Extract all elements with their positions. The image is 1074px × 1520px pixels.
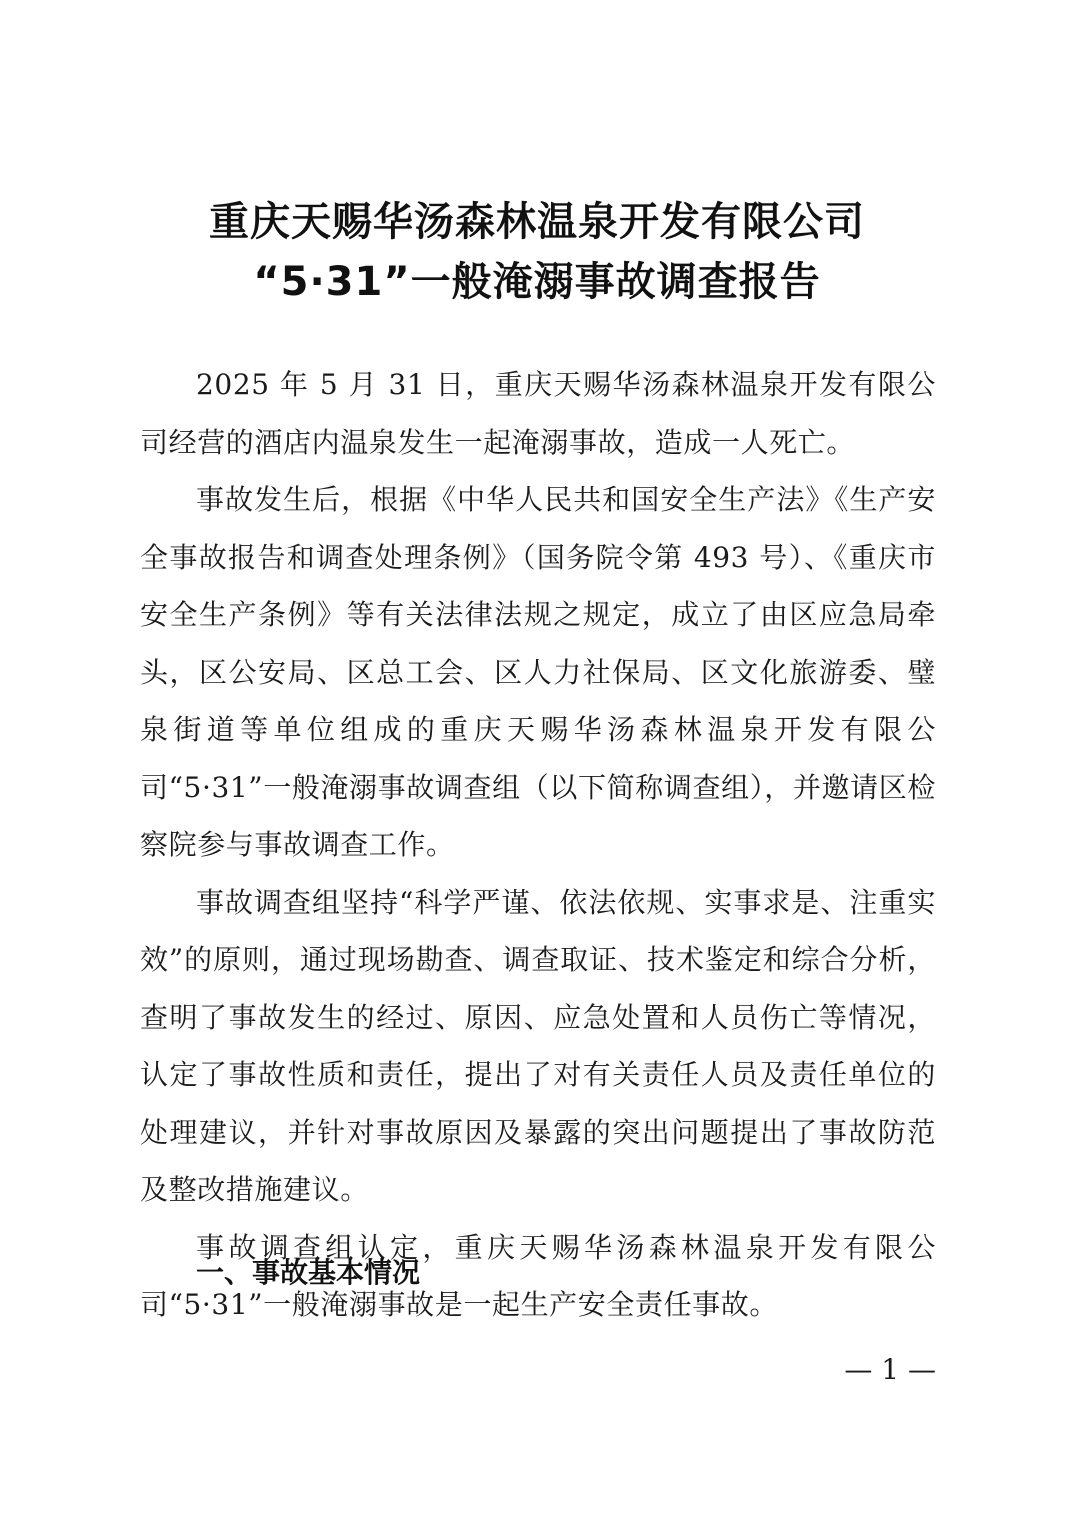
paragraph-2: 事故发生后，根据《中华人民共和国安全生产法》《生产安全事故报告和调查处理条例》（国务院令第 493 号）、《重庆市安全生产条例》等有关法律法规之规定，成立了由区应急局牵头，区公安局、区总工会、区人力社保局、区文化旅游委、璧泉街道等单位组成的重庆天赐华汤森林温泉开发有限公司“5·31”一般淹溺事故调查组（以下简称调查组），并邀请区检察院参与事故调查工作。 [140,483,936,861]
paragraph-1: 2025 年 5 月 31 日，重庆天赐华汤森林温泉开发有限公司经营的酒店内温泉发生一起淹溺事故，造成一人死亡。 [140,368,936,459]
paragraph-4: 事故调查组认定，重庆天赐华汤森林温泉开发有限公司“5·31”一般淹溺事故是一起生产安全责任事故。 [140,1230,936,1321]
page-number: — 1 — [844,1353,936,1386]
document-title-line-2: “5·31”一般淹溺事故调查报告 [253,259,821,305]
document-title-line-1: 重庆天赐华汤森林温泉开发有限公司 [209,199,865,245]
section-heading: 一、事故基本情况 [196,1256,421,1289]
paragraph-3: 事故调查组坚持“科学严谨、依法依规、实事求是、注重实效”的原则，通过现场勘查、调查取证、技术鉴定和综合分析，查明了事故发生的经过、原因、应急处置和人员伤亡等情况，认定了事故性质和责任，提出了对有关责任人员及责任单位的处理建议，并针对事故原因及暴露的突出问题提出了事故防范及整改措施建议。 [140,885,936,1206]
document-body [140,356,936,1334]
